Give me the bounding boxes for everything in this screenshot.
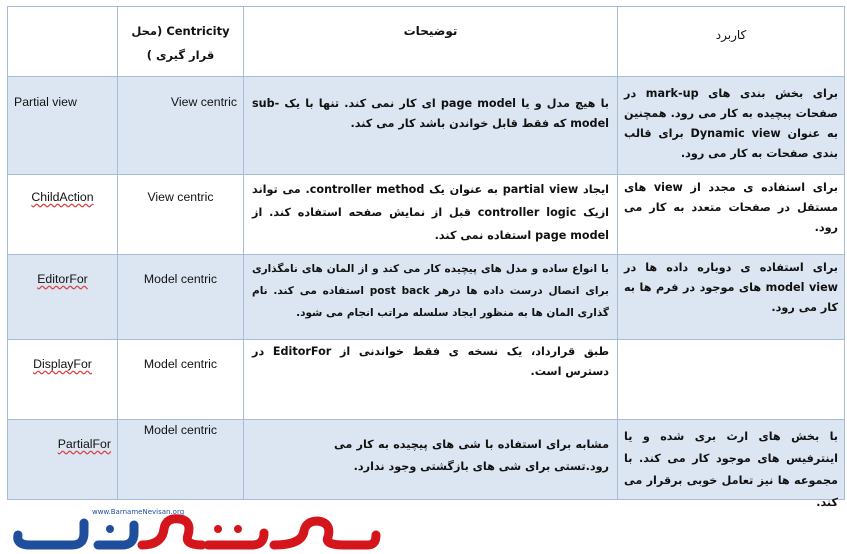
table-row [8, 175, 845, 255]
header-centricity-text: Centricity (محل قرار گیری ) [131, 24, 230, 62]
table-row [8, 420, 845, 500]
name-cell [8, 420, 118, 500]
row-name: PartialFor [57, 437, 111, 451]
row-centricity: View centric [170, 95, 237, 109]
row-usage: برای استفاده ی مجدد از view های مستقل در صفحات متعدد به کار می رود. [624, 181, 838, 234]
row-name: EditorFor [37, 272, 88, 286]
header-description-cell [244, 7, 618, 77]
description-cell [244, 420, 618, 500]
name-cell [8, 255, 118, 340]
description-cell [244, 175, 618, 255]
row-usage: برای بخش بندی های mark-up در صفحات پیچیده به کار می رود. همچنین به عنوان Dynamic view برای قالب بندی صفحات به کار می رود. [624, 87, 839, 160]
row-usage: با بخش های ارث بری شده و یا اینترفیس های موجود کار می کند. با مجموعه ها نیز تعامل خوبی برقرار می کند. [624, 430, 838, 509]
header-name-cell [8, 7, 118, 77]
description-cell [244, 77, 618, 175]
header-row [8, 7, 845, 77]
row-description: طبق قرارداد، یک نسخه ی فقط خواندنی از EditorFor در دسترس است. [252, 345, 610, 378]
usage-cell [618, 175, 845, 255]
usage-cell [618, 340, 845, 420]
header-usage-text: کاربرد [715, 28, 747, 42]
usage-cell [618, 420, 845, 509]
centricity-cell [118, 255, 244, 340]
table-row [8, 77, 845, 175]
row-description: مشابه برای استفاده با شی های پیچیده به کار می رود.تستی برای شی های بازگشتی وجود ندارد. [334, 438, 609, 473]
comparison-table [7, 6, 845, 509]
row-description: با انواع ساده و مدل های پیچیده کار می کند و از المان های نامگذاری برای اتصال درست داده ها درهر post back استفاده می کند. نام گذاری المان ها به منظور ایجاد سلسله مراتب انجام می شود. [252, 263, 609, 319]
centricity-cell [118, 77, 244, 175]
centricity-cell [118, 420, 244, 500]
row-centricity: Model centric [143, 423, 218, 437]
header-usage-cell [618, 7, 845, 77]
row-centricity: Model centric [143, 357, 218, 371]
row-usage: برای استفاده ی دوباره داده ها در model view های موجود در فرم ها به کار می رود. [624, 261, 838, 314]
site-logo [12, 505, 382, 550]
row-name: DisplayFor [33, 357, 92, 371]
row-name: ChildAction [31, 190, 94, 204]
table-row [8, 255, 845, 340]
row-description: ایجاد partial view به عنوان یک controller method. می تواند ازیک controller logic قبل از نمایش صفحه استفاده کند. از page model استفاده نمی کند. [252, 183, 610, 242]
usage-cell [618, 255, 845, 340]
row-centricity: Model centric [143, 272, 218, 286]
logo-url-text: www.BarnameNevisan.org [92, 508, 185, 516]
usage-cell [618, 77, 845, 175]
centricity-cell [118, 175, 244, 255]
row-description: با هیچ مدل و یا page model ای کار نمی کند. تنها با یک sub-model که فقط قابل خواندن باشد کار می کند. [252, 97, 609, 130]
header-centricity-cell [118, 7, 244, 77]
description-cell [244, 340, 618, 420]
row-centricity: View centric [147, 190, 214, 204]
row-name: Partial view [14, 95, 77, 109]
name-cell [8, 340, 118, 420]
table-row [8, 340, 845, 420]
name-cell [8, 175, 118, 255]
header-description-text: توضیحات [403, 24, 458, 38]
site-logo-graphic [12, 505, 382, 550]
name-cell [8, 77, 118, 175]
description-cell [244, 255, 618, 340]
centricity-cell [118, 340, 244, 420]
